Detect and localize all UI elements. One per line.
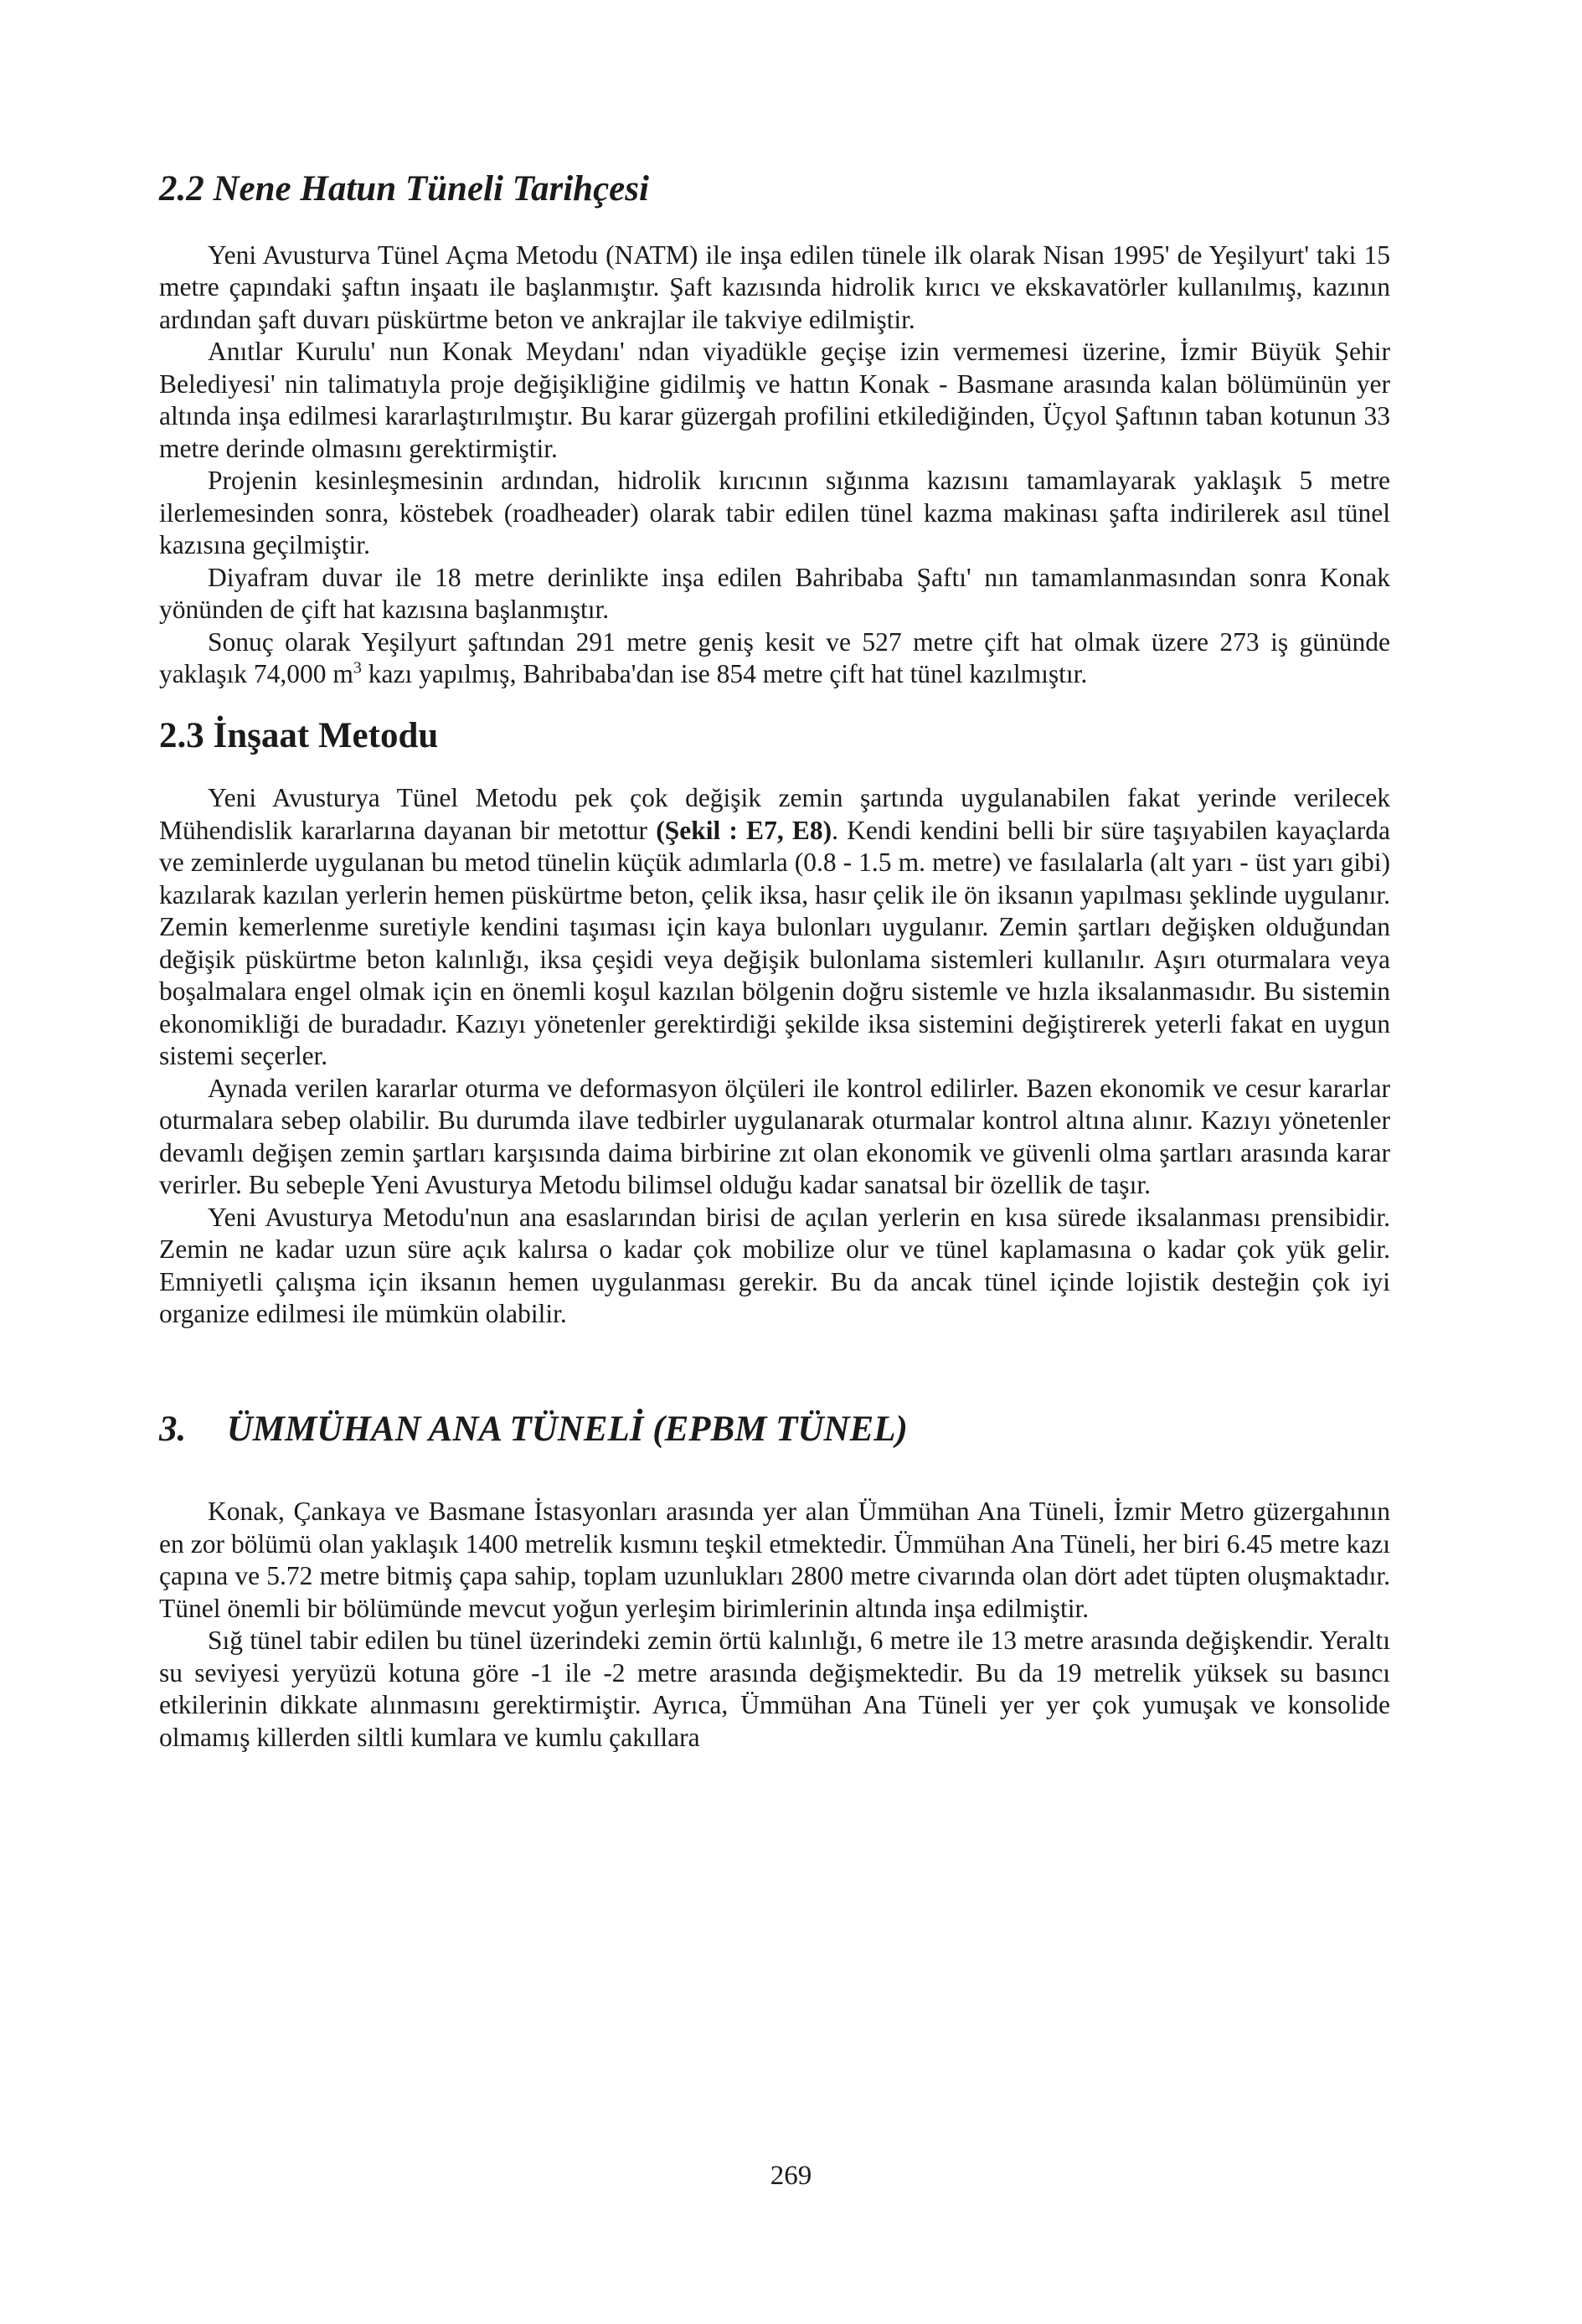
paragraph: [159, 626, 1390, 691]
section-number: 2.2: [159, 169, 204, 209]
superscript: 3: [353, 658, 362, 678]
text-run: kazı yapılmış, Bahribaba'dan ise 854 metre çift hat tünel kazılmıştır.: [361, 659, 1088, 689]
section-heading-2-2: [159, 167, 1390, 211]
section-title: İnşaat Metodu: [213, 715, 439, 755]
section-title: ÜMMÜHAN ANA TÜNELİ (EPBM TÜNEL): [226, 1409, 908, 1449]
paragraph: Aynada verilen kararlar oturma ve deformasyon ölçüleri ile kontrol edilirler. Bazen ekonomik ve cesur kararlar oturmalara sebep olabilir. Bu durumda ilave tedbirler uygulanarak oturmalar kontrol altına alınır. Kazıyı yönetenler devamlı değişen zemin şartları karşısında daima birbirine zıt olan ekonomik ve güvenli olma şartları arasında karar verirler. Bu sebeple Yeni Avusturya Metodu bilimsel olduğu kadar sanatsal bir özellik de taşır.: [159, 1073, 1390, 1200]
page-number: 269: [770, 2161, 812, 2191]
paragraph: Projenin kesinleşmesinin ardından, hidrolik kırıcının sığınma kazısını tamamlayarak yaklaşık 5 metre ilerlemesinden sonra, köstebek (roadheader) olarak tabir edilen tünel kazma makinası şafta indirilerek asıl tünel kazısına geçilmiştir.: [159, 466, 1390, 560]
text-run: Yeni Avusturya Tünel Metodu pek çok değişik zemin şartında uygulanabilen fakat yerinde verilecek Mühendislik kararlarına dayanan bir metottur: [159, 783, 1390, 845]
text-run: Sonuç olarak Yeşilyurt şaftından 291 metre geniş kesit ve 527 metre çift hat olmak üzere 273 iş gününde yaklaşık 74,000 m: [159, 626, 1390, 689]
paragraph: Konak, Çankaya ve Basmane İstasyonları arasında yer alan Ümmühan Ana Tüneli, İzmir Metro güzergahının en zor bölümü olan yaklaşık 1400 metrelik kısmını teşkil etmektedir. Ümmühan Ana Tüneli, her biri 6.45 metre kazı çapına ve 5.72 metre bitmiş çapa sahip, toplam uzunlukları 2800 metre civarında olan dört adet tüpten oluşmaktadır. Tünel önemli bir bölümünde mevcut yoğun yerleşim birimlerinin altında inşa edilmiştir.: [159, 1497, 1390, 1623]
paragraph: Diyafram duvar ile 18 metre derinlikte inşa edilen Bahribaba Şaftı' nın tamamlanmasından sonra Konak yönünden de çift hat kazısına başlanmıştır.: [159, 562, 1390, 625]
paragraph: [159, 782, 1390, 1073]
section-number: 3.: [159, 1409, 187, 1449]
section-heading-3: [159, 1408, 1390, 1451]
paragraph: Yeni Avusturva Tünel Açma Metodu (NATM) ile inşa edilen tünele ilk olarak Nisan 1995' de Yeşilyurt' taki 15 metre çapındaki şaftın inşaatı ile başlanmıştır. Şaft kazısında hidrolik kırıcı ve ekskavatörler kullanılmış, kazının ardından şaft duvarı püskürtme beton ve ankrajlar ile takviye edilmiştir.: [159, 240, 1390, 334]
section-heading-2-3: [159, 714, 1390, 758]
section-title: Nene Hatun Tüneli Tarihçesi: [213, 169, 649, 209]
paragraph: Anıtlar Kurulu' nun Konak Meydanı' ndan viyadükle geçişe izin vermemesi üzerine, İzmir Büyük Şehir Belediyesi' nin talimatıyla proje değişikliğine gidilmiş ve hattın Konak - Basmane arasında kalan bölümünün yer altında inşa edilmesi kararlaştırılmıştır. Bu karar güzergah profilini etkilediğinden, Üçyol Şaftının taban kotunun 33 metre derinde olmasını gerektirmiştir.: [159, 337, 1390, 463]
paragraph: Yeni Avusturya Metodu'nun ana esaslarından birisi de açılan yerlerin en kısa sürede iksalanması prensibidir. Zemin ne kadar uzun süre açık kalırsa o kadar çok mobilize olur ve tünel kaplamasına o kadar çok yük gelir. Emniyetli çalışma için iksanın hemen uygulanması gerekir. Bu da ancak tünel içinde lojistik desteğin çok iyi organize edilmesi ile mümkün olabilir.: [159, 1202, 1390, 1329]
document-page: [159, 167, 1390, 2219]
section-number: 2.3: [159, 715, 204, 755]
paragraph: Sığ tünel tabir edilen bu tünel üzerindeki zemin örtü kalınlığı, 6 metre ile 13 metre arasında değişkendir. Yeraltı su seviyesi yeryüzü kotuna göre -1 ile -2 metre arasında değişmektedir. Bu da 19 metrelik yüksek su basıncı etkilerinin dikkate alınmasını gerektirmiştir. Ayrıca, Ümmühan Ana Tüneli yer yer çok yumuşak ve konsolide olmamış killerden siltli kumlara ve kumlu çakıllara: [159, 1626, 1390, 1752]
figure-reference: (Şekil : E7, E8): [656, 815, 832, 845]
text-run: . Kendi kendini belli bir süre taşıyabilen kayaçlarda ve zeminlerde uygulanan bu metod tünelin küçük adımlarla (0.8 - 1.5 m. metre) ve fasılalarla (alt yarı - üst yarı gibi) kazılarak kazılan yerlerin hemen püskürtme beton, çelik iksa, hasır çelik ile ön iksanın yapılması şeklinde uygulanır. Zemin kemerlenme suretiyle kendini taşıması için kaya bulonları uygulanır. Zemin şartları değişken olduğundan değişik püskürtme beton kalınlığı, iksa çeşidi veya değişik bulonlama sistemleri kullanılır. Aşırı oturmalara veya boşalmalara engel olmak için en önemli koşul kazılan bölgenin doğru sistemle ve hızla iksalanmasıdır. Bu sistemin ekonomikliği de buradadır. Kazıyı yönetenler gerektirdiği şekilde iksa sistemini değiştirerek yeterli fakat en uygun sistemi seçerler.: [159, 815, 1391, 1071]
